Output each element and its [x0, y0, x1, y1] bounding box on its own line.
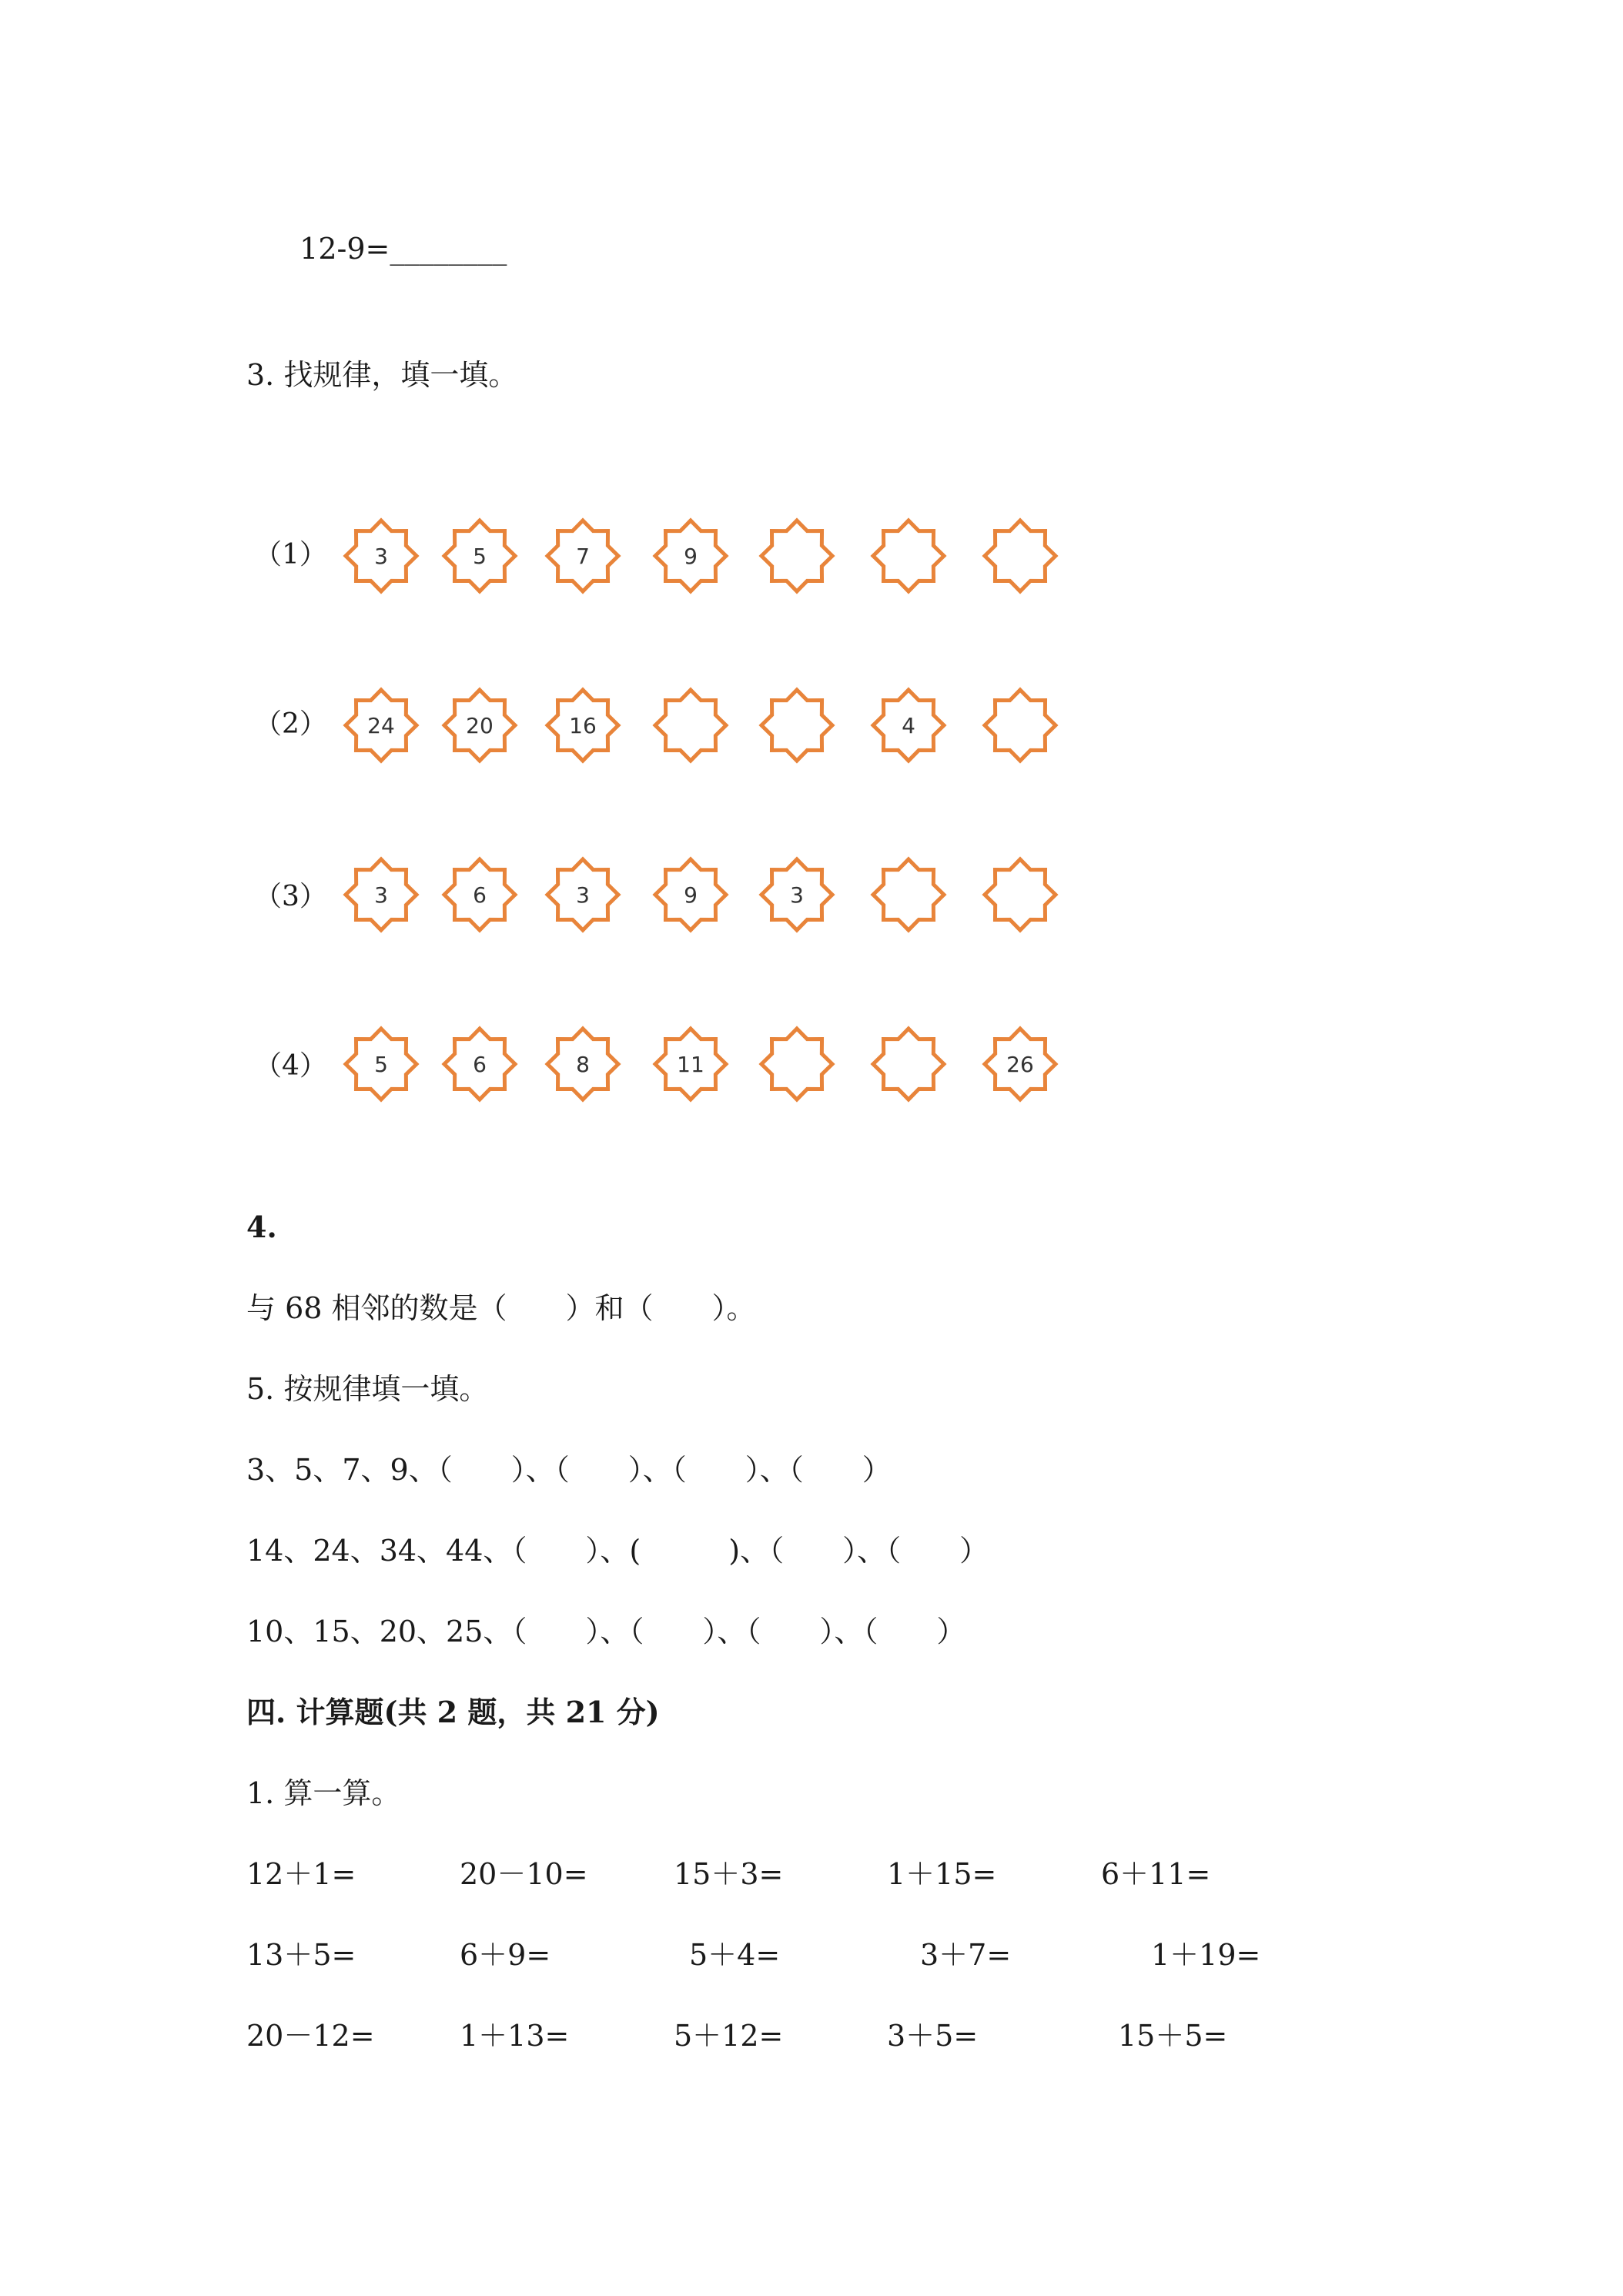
star-number — [758, 687, 835, 764]
number-star — [441, 856, 518, 933]
star-number: 20 — [466, 712, 494, 738]
empty-star-blank[interactable] — [652, 687, 729, 764]
star-number: 6 — [473, 1051, 487, 1077]
star-number: 5 — [473, 543, 487, 569]
q5-line-3: 10、15、20、25、（ ）、（ ）、（ ）、（ ） — [246, 1615, 966, 1648]
empty-star-blank[interactable] — [758, 517, 835, 594]
star-number — [758, 1026, 835, 1103]
q2-expression: 12-9=________ — [300, 232, 507, 266]
section4-title: 四. 计算题(共 2 题，共 21 分) — [246, 1695, 660, 1729]
empty-star-blank[interactable] — [758, 687, 835, 764]
star-number: 9 — [684, 882, 698, 908]
calc-item: 20－10= — [460, 1857, 588, 1891]
empty-star-blank[interactable] — [982, 856, 1059, 933]
calc-item: 1＋19= — [1151, 1938, 1261, 1972]
calc-item: 15＋3= — [674, 1857, 784, 1891]
number-star — [343, 517, 420, 594]
calc-item: 15＋5= — [1118, 2019, 1228, 2053]
calc-item: 5＋12= — [674, 2019, 784, 2053]
star-number — [870, 517, 947, 594]
empty-star-blank[interactable] — [982, 517, 1059, 594]
star-number: 11 — [677, 1051, 704, 1077]
q5-line-1: 3、5、7、9、（ ）、（ ）、（ ）、（ ） — [246, 1453, 892, 1487]
star-number — [982, 517, 1059, 594]
answer-blank[interactable]: ________ — [390, 232, 507, 266]
number-star — [343, 856, 420, 933]
star-row-label: （4） — [254, 1050, 327, 1082]
number-star — [441, 687, 518, 764]
star-number — [758, 517, 835, 594]
q4-title: 4. — [246, 1210, 277, 1244]
number-star — [343, 1026, 420, 1103]
empty-star-blank[interactable] — [870, 856, 947, 933]
star-number: 9 — [684, 543, 698, 569]
calc-item: 13＋5= — [246, 1938, 356, 1972]
star-row-label: （3） — [254, 881, 327, 912]
star-number: 6 — [473, 882, 487, 908]
number-star — [758, 856, 835, 933]
star-number: 5 — [374, 1051, 388, 1077]
q4-text: 与 68 相邻的数是（ ）和（ ）。 — [246, 1291, 756, 1325]
section4-q1-title: 1. 算一算。 — [246, 1776, 401, 1810]
number-star — [343, 687, 420, 764]
number-star — [982, 1026, 1059, 1103]
star-row-label: （1） — [254, 539, 327, 571]
star-number: 3 — [374, 543, 388, 569]
number-star — [652, 1026, 729, 1103]
number-star — [441, 517, 518, 594]
star-number: 3 — [576, 882, 590, 908]
star-number — [652, 687, 729, 764]
star-number — [982, 687, 1059, 764]
q3-title: 3. 找规律，填一填。 — [246, 358, 518, 392]
number-star — [544, 517, 621, 594]
empty-star-blank[interactable] — [982, 687, 1059, 764]
calc-item: 6＋11= — [1101, 1857, 1211, 1891]
star-number: 8 — [576, 1051, 590, 1077]
star-number — [982, 856, 1059, 933]
star-number: 4 — [902, 712, 915, 738]
calc-item: 1＋15= — [887, 1857, 997, 1891]
calc-item: 6＋9= — [460, 1938, 551, 1972]
calc-item: 12＋1= — [246, 1857, 356, 1891]
q5-title: 5. 按规律填一填。 — [246, 1372, 489, 1406]
calc-item: 3＋5= — [887, 2019, 979, 2053]
number-star — [441, 1026, 518, 1103]
star-number: 7 — [576, 543, 590, 569]
number-star — [652, 856, 729, 933]
number-star — [544, 687, 621, 764]
star-number: 26 — [1006, 1051, 1034, 1077]
calc-item: 5＋4= — [689, 1938, 781, 1972]
star-number — [870, 856, 947, 933]
number-star — [652, 517, 729, 594]
star-number: 16 — [569, 712, 597, 738]
number-star — [544, 856, 621, 933]
empty-star-blank[interactable] — [870, 517, 947, 594]
star-number: 24 — [367, 712, 395, 738]
star-number: 3 — [374, 882, 388, 908]
empty-star-blank[interactable] — [758, 1026, 835, 1103]
empty-star-blank[interactable] — [870, 1026, 947, 1103]
q5-line-2: 14、24、34、44、（ ）、( )、（ ）、（ ） — [246, 1534, 989, 1568]
star-row-label: （2） — [254, 708, 327, 740]
calc-item: 1＋13= — [460, 2019, 570, 2053]
star-number — [870, 1026, 947, 1103]
number-star — [870, 687, 947, 764]
number-star — [544, 1026, 621, 1103]
calc-item: 3＋7= — [920, 1938, 1012, 1972]
star-number: 3 — [790, 882, 804, 908]
calc-item: 20－12= — [246, 2019, 375, 2053]
